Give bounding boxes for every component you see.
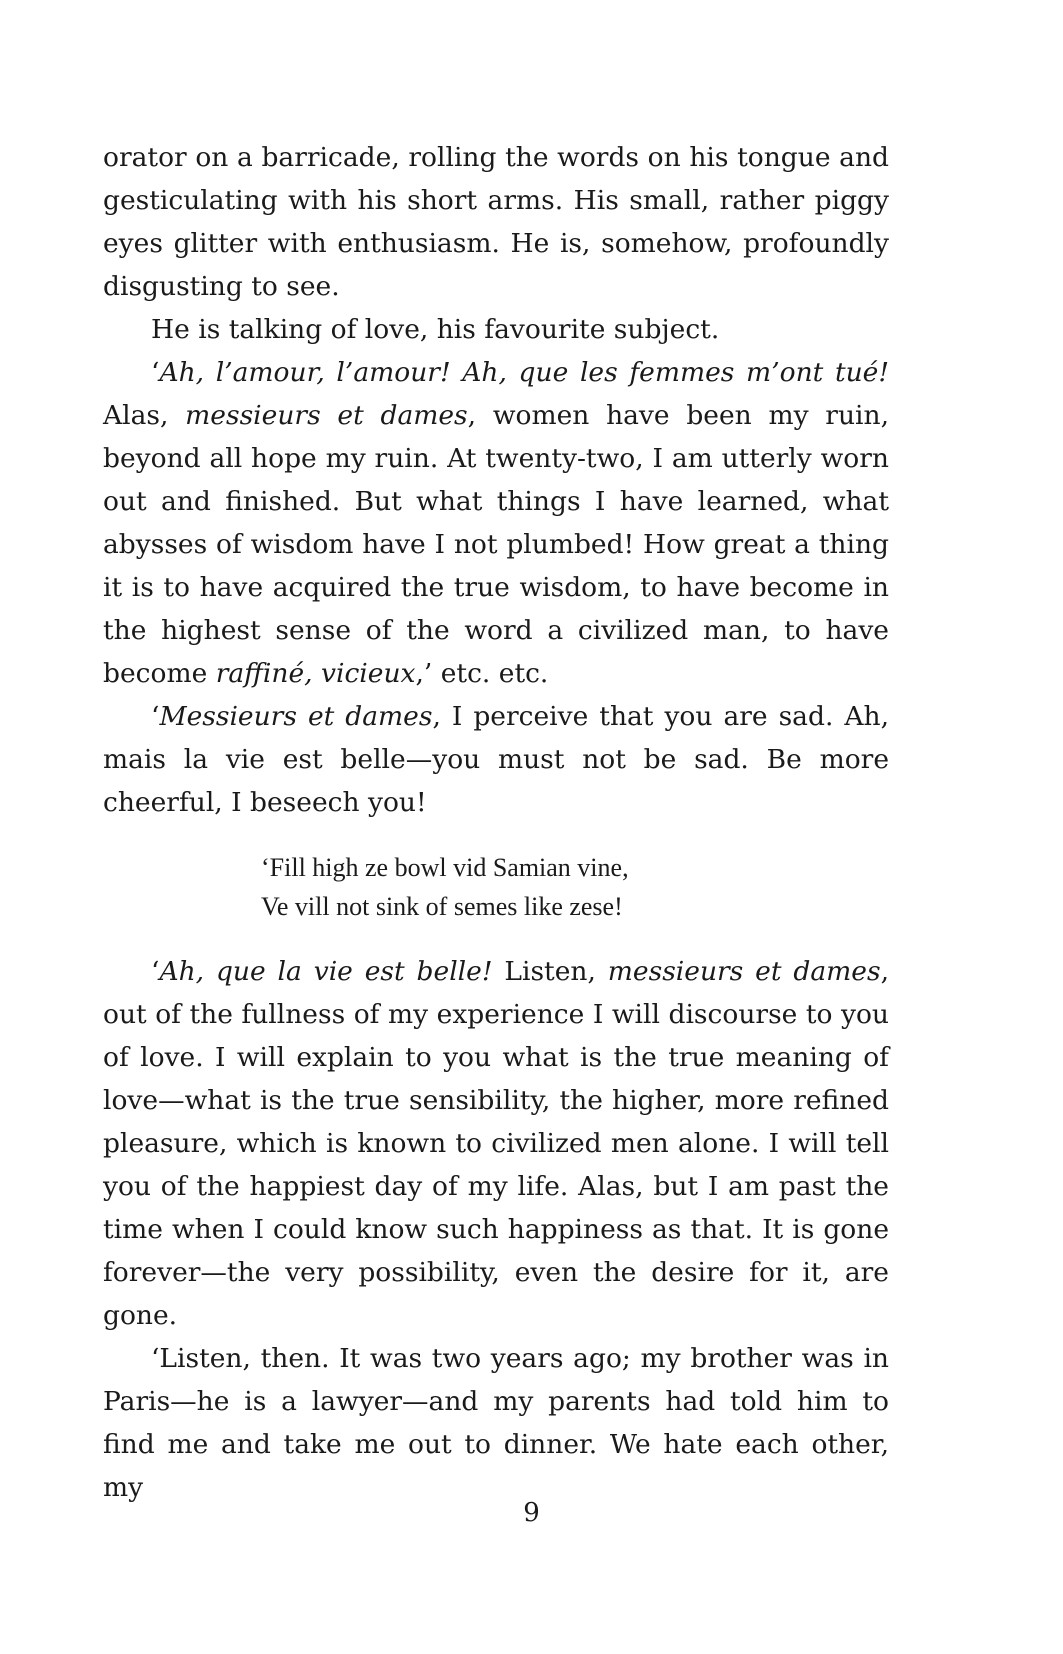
- paragraph: He is talking of love, his favourite subject.: [151, 314, 720, 345]
- verse-line: ‘Fill high ze bowl vid Samian vine,: [261, 853, 629, 882]
- paragraph: ‘Listen, then. It was two years ago; my brother was in Paris—he is a lawyer—and my parents had told him to find me and take me out to dinner. We hate each other, my: [103, 1343, 889, 1503]
- text-span: Listen,: [492, 956, 608, 987]
- text-span: Alas,: [103, 400, 186, 431]
- italic-span: messieurs et dames: [607, 956, 881, 987]
- paragraph: [103, 351, 889, 695]
- paragraph: [103, 950, 889, 1337]
- text-span: , women have been my ruin, beyond all hope my ruin. At twenty-two, I am utterly worn out and finished. But what things I have learned, what abysses of wisdom have I not plumbed! How great a thing it is to have acquired the true wisdom, to have become in the highest sense of the word a civilized man, to have become: [103, 400, 889, 689]
- verse-line: Ve vill not sink of semes like zese!: [261, 892, 623, 921]
- italic-span: messieurs et dames: [185, 400, 468, 431]
- page-body: [103, 136, 889, 1509]
- text-span: , I perceive that you are sad. Ah, mais la vie est belle—you must not be sad. Be more cheerful, I beseech you!: [103, 701, 889, 818]
- text-span: ‘: [151, 701, 160, 732]
- verse-block: [261, 848, 889, 926]
- italic-span: Ah, l’amour, l’amour! Ah, que les femmes m’ont tué!: [159, 357, 889, 388]
- text-span: , out of the fullness of my experience I will discourse to you of love. I will explain to you what is the true meaning of love—what is the true sensibility, the higher, more refined pleasure, which is known to civilized men alone. I will tell you of the happiest day of my life. Alas, but I am past the time when I could know such happiness as that. It is gone forever—the very possibility, even the desire for it, are gone.: [103, 956, 890, 1331]
- italic-span: raffiné, vicieux: [215, 658, 416, 689]
- italic-span: Messieurs et dames: [159, 701, 433, 732]
- page-number: 9: [523, 1498, 540, 1528]
- text-span: ,’ etc. etc.: [415, 658, 549, 689]
- paragraph: orator on a barricade, rolling the words on his tongue and gesticulating with his short arms. His small, rather piggy eyes glitter with enthusiasm. He is, somehow, profoundly disgusting to see.: [103, 142, 889, 302]
- paragraph: [103, 695, 889, 824]
- text-span: ‘: [151, 956, 160, 987]
- text-span: ‘: [151, 357, 160, 388]
- italic-span: Ah, que la vie est belle!: [159, 956, 493, 987]
